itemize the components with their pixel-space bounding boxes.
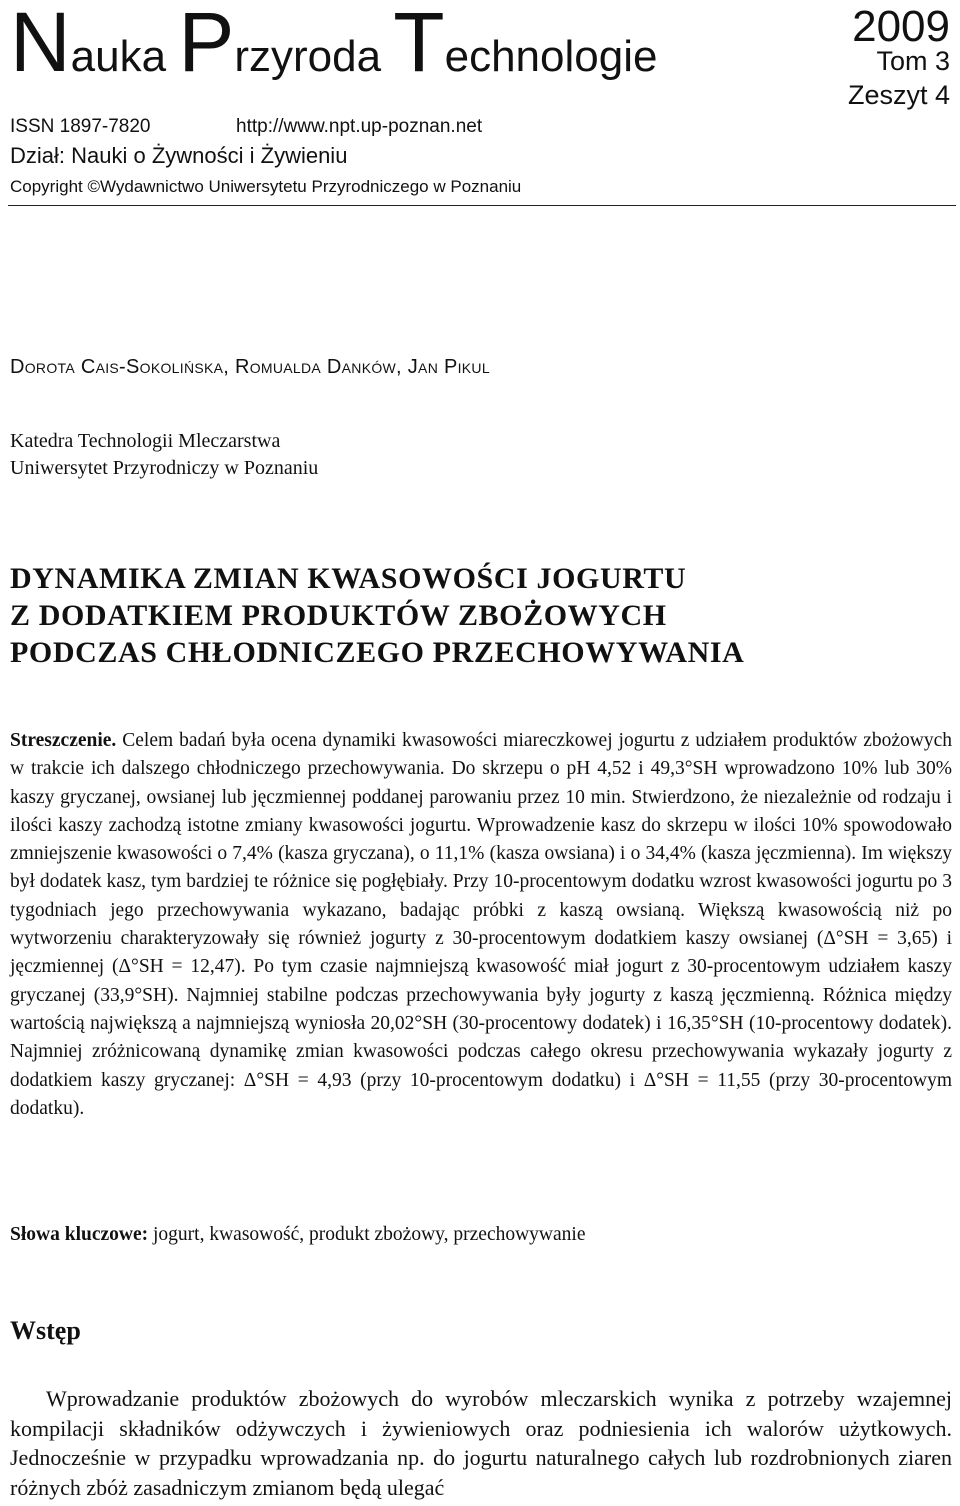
intro-paragraph: Wprowadzanie produktów zbożowych do wyrobów mleczarskich wynika z potrzeby wzajemnej kompilacji składników odżywczych i żywieniowych oraz podniesienia ich walorów użytkowych. Jednocześnie w przypadku wprowadzania np. do jogurtu naturalnego całych lub rozdrobnionych ziaren różnych zbóż zasadniczym zmianom będą ulegać: [10, 1386, 952, 1500]
journal-title-initial: P: [178, 0, 235, 89]
journal-title-initial: T: [393, 0, 445, 89]
volume: Tom 3: [876, 46, 950, 76]
title-line: PODCZAS CHŁODNICZEGO PRZECHOWYWANIA: [10, 636, 745, 669]
abstract-text: Celem badań była ocena dynamiki kwasowości miareczkowej jogurtu z udziałem produktów zbożowych w trakcie ich dalszego chłodniczego przechowywania. Do skrzepu o pH 4,52 i 49,3°SH wprowadzono 10% lub 30% kaszy gryczanej, owsianej lub jęczmiennej poddanej parowaniu przez 10 min. Stwierdzono, że niezależnie od rodzaju i ilości kaszy zachodzą istotne zmiany kwasowości jogurtu. Wprowadzenie kasz do skrzepu w ilości 10% spowodowało zmniejszenie kwasowości o 7,4% (kasza gryczana), o 11,1% (kasza owsiana) i o 34,4% (kasza jęczmienna). Im większy był dodatek kasz, tym bardziej te różnice się pogłębiały. Przy 10-procentowym dodatku wzrost kwasowości jogurtu po 3 tygodniach jego przechowywania wykazano, badając próbki z kaszą owsianą. Większą kwasowością niż po wytworzeniu charakteryzowały się również jogurty z 30-procentowym dodatkiem kaszy owsianej (Δ°SH = 3,65) i jęczmiennej (Δ°SH = 12,47). Po tym czasie najmniejszą kwasowość miał jogurt z 30-procentowym udziałem kaszy gryczanej (33,9°SH). Najmniej stabilne podczas przechowywania były jogurty z kaszą jęczmienną. Różnica między wartością największą a najmniejszą wyniosła 20,02°SH (30-procentowy dodatek) i 16,35°SH (10-procentowy dodatek). Najmniej zróżnicowaną dynamikę zmian kwasowości podczas całego okresu przechowywania wykazały jogurty z dodatkiem kaszy gryczanej: Δ°SH = 4,93 (przy 10-procentowym dodatku) i Δ°SH = 11,55 (przy 30-procentowym dodatku).: [10, 730, 952, 1119]
abstract-label: Streszczenie.: [10, 730, 117, 751]
issn: ISSN 1897-7820: [10, 116, 151, 137]
journal-title: [10, 0, 658, 89]
abstract: [10, 727, 952, 1123]
section-label: Dział: Nauki o Żywności i Żywieniu: [10, 143, 348, 168]
copyright: Copyright ©Wydawnictwo Uniwersytetu Przyrodniczego w Poznaniu: [10, 177, 522, 196]
year: 2009: [852, 2, 950, 51]
title-line: DYNAMIKA ZMIAN KWASOWOŚCI JOGURTU: [10, 562, 687, 595]
journal-title-initial: N: [10, 0, 71, 89]
keywords-label: Słowa kluczowe:: [10, 1224, 149, 1245]
journal-title-word: echnologie: [444, 32, 658, 81]
title-line: Z DODATKIEM PRODUKTÓW ZBOŻOWYCH: [10, 599, 667, 632]
article-title: [10, 560, 744, 671]
section-heading: Wstęp: [10, 1316, 81, 1345]
affiliation-department: Katedra Technologii Mleczarstwa: [10, 430, 281, 452]
affiliation-university: Uniwersytet Przyrodniczy w Poznaniu: [10, 457, 319, 479]
keywords-text: jogurt, kwasowość, produkt zbożowy, przechowywanie: [148, 1224, 586, 1245]
journal-url-link[interactable]: http://www.npt.up-poznan.net: [236, 116, 483, 137]
header-divider: [8, 205, 956, 206]
authors: Dorota Cais-Sokolińska, Romualda Danków, Jan Pikul: [10, 356, 490, 378]
journal-title-word: rzyroda: [234, 32, 394, 81]
keywords: [10, 1224, 586, 1246]
journal-title-word: auka: [70, 32, 179, 81]
issue: Zeszyt 4: [847, 80, 950, 110]
